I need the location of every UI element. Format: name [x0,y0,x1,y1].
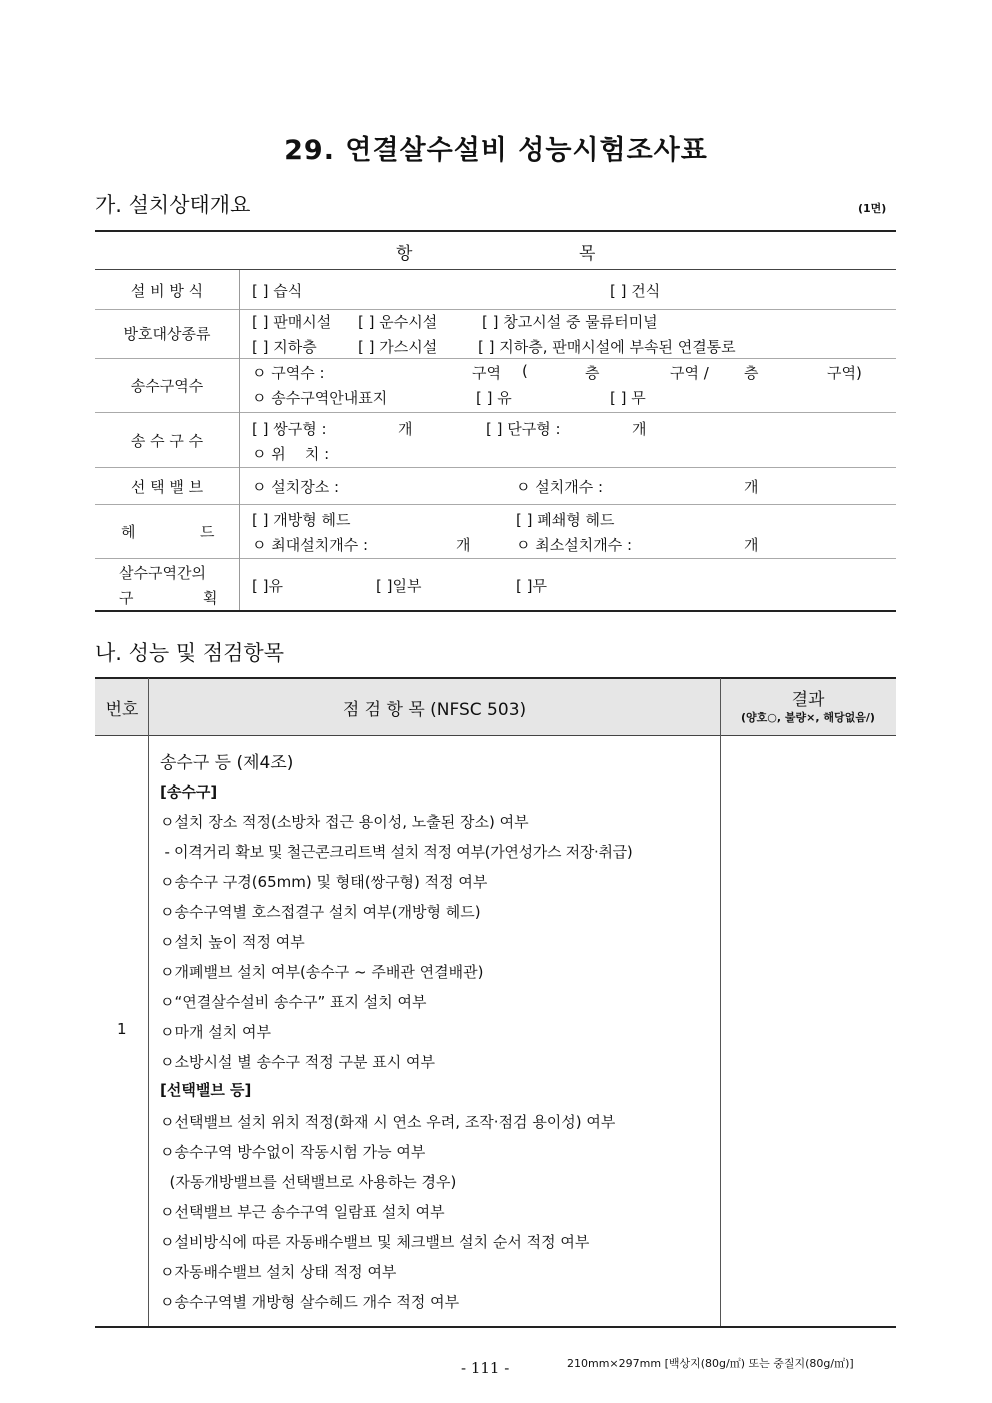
inspection-item: - 이격거리 확보 및 철근콘크리트벽 설치 적정 여부(가연성가스 저장·취급) [160,843,633,861]
inspection-item: ㅇ설비방식에 따른 자동배수밸브 및 체크밸브 설치 순서 적정 여부 [160,1233,590,1251]
inlet-location-field[interactable]: ㅇ 위 치 : [252,445,330,463]
division-partial-checkbox[interactable]: [ ]일부 [376,577,422,595]
valve-location-field[interactable]: ㅇ 설치장소 : [252,478,340,496]
floor-unit-2: 층 [744,364,759,382]
single-inlet-checkbox[interactable]: [ ] 단구형 : [486,420,561,438]
open-head-checkbox[interactable]: [ ] 개방형 헤드 [252,511,351,529]
inspection-item: ㅇ선택밸브 부근 송수구역 일람표 설치 여부 [160,1203,445,1221]
zone-division-label: 살수구역간의 [119,564,206,582]
zone-division-label-2b: 획 [203,589,218,607]
connection-passage-checkbox[interactable]: [ ] 지하층, 판매시설에 부속된 연결통로 [478,338,736,356]
inspection-item: ㅇ설치 장소 적정(소방차 접근 용이성, 노출된 장소) 여부 [160,813,529,831]
valve-count-field[interactable]: ㅇ 설치개수 : [516,478,604,496]
col-result-header: 결과 [791,690,825,710]
selector-valve-label: 선 택 밸 브 [130,478,204,496]
max-install-field[interactable]: ㅇ 최대설치개수 : [252,536,369,554]
inlet-count-label: 송 수 구 수 [130,432,204,450]
zone-guide-no-checkbox[interactable]: [ ] 무 [610,389,646,407]
dry-checkbox[interactable]: [ ] 건식 [610,282,661,300]
zone-division-label-2a: 구 [119,589,134,607]
inspection-item: ㅇ설치 높이 적정 여부 [160,933,305,951]
inspection-item: ㅇ송수구역 방수없이 작동시험 가능 여부 [160,1143,426,1161]
inspection-item: ㅇ마개 설치 여부 [160,1023,271,1041]
transport-facility-checkbox[interactable]: [ ] 운수시설 [358,313,438,331]
zone-guide-sign: ㅇ 송수구역안내표지 [252,389,388,407]
page-label: (1면) [858,202,887,215]
floor-unit: 층 [585,364,600,382]
paper-spec: 210mm×297mm [백상지(80g/㎡) 또는 중질지(80g/㎡)] [567,1357,854,1370]
division-no-checkbox[interactable]: [ ]무 [516,577,547,595]
col-result-note: (양호○, 불량×, 해당없음/) [741,711,875,724]
closed-head-checkbox[interactable]: [ ] 폐쇄형 헤드 [516,511,615,529]
item-heading: 송수구 등 (제4조) [160,753,294,773]
zone-count-field[interactable]: ㅇ 구역수 : [252,364,325,382]
head-label-a: 헤 [121,523,136,541]
col-items-header: 점 검 항 목 (NFSC 503) [342,700,527,720]
overview-header-item-2: 목 [579,244,596,264]
inspection-item: ㅇ송수구 구경(65mm) 및 형태(쌍구형) 적정 여부 [160,873,488,891]
valve-count-unit: 개 [744,478,759,496]
zone-count-label: 송수구역수 [130,377,204,395]
page-number: - 111 - [461,1359,510,1377]
zone-unit-2: 구역 / [670,364,709,382]
double-inlet-unit: 개 [398,420,413,438]
item-subheading-valve: [선택밸브 등] [160,1081,252,1099]
paren-open: ( [522,362,528,380]
zone-unit-3: 구역) [827,364,862,382]
document-title: 29. 연결살수설비 성능시험조사표 [284,135,708,166]
min-install-field[interactable]: ㅇ 최소설치개수 : [516,536,633,554]
sales-facility-checkbox[interactable]: [ ] 판매시설 [252,313,332,331]
inspection-item-note: (자동개방밸브를 선택밸브로 사용하는 경우) [160,1173,457,1191]
inspection-item: ㅇ선택밸브 설치 위치 적정(화재 시 연소 우려, 조작·점검 용이성) 여부 [160,1113,616,1131]
inspection-item: ㅇ개폐밸브 설치 여부(송수구 ~ 주배관 연결배관) [160,963,484,981]
warehouse-checkbox[interactable]: [ ] 창고시설 중 물류터미널 [482,313,658,331]
basement-checkbox[interactable]: [ ] 지하층 [252,338,317,356]
zone-guide-yes-checkbox[interactable]: [ ] 유 [476,389,512,407]
inspection-item: ㅇ소방시설 별 송수구 적정 구분 표시 여부 [160,1053,435,1071]
max-install-unit: 개 [456,536,471,554]
gas-facility-checkbox[interactable]: [ ] 가스시설 [358,338,438,356]
item-subheading-inlet: [송수구] [160,783,218,801]
min-install-unit: 개 [744,536,759,554]
single-inlet-unit: 개 [632,420,647,438]
zone-unit: 구역 [472,364,501,382]
inspection-item: ㅇ송수구역별 호스접결구 설치 여부(개방형 헤드) [160,903,481,921]
section-a-heading: 가. 설치상태개요 [95,193,251,217]
equipment-method-label: 설 비 방 식 [130,282,204,300]
overview-header-item: 항 [396,244,413,264]
section-b-heading: 나. 성능 및 점검항목 [95,641,284,665]
inspection-item: ㅇ자동배수밸브 설치 상태 적정 여부 [160,1263,397,1281]
col-number-header: 번호 [105,700,139,720]
inspection-item: ㅇ송수구역별 개방형 살수헤드 개수 적정 여부 [160,1293,460,1311]
inspection-item: ㅇ“연결살수설비 송수구” 표지 설치 여부 [160,993,427,1011]
head-label-b: 드 [200,523,215,541]
row-number: 1 [117,1020,127,1038]
protected-type-label: 방호대상종류 [123,325,211,343]
double-inlet-checkbox[interactable]: [ ] 쌍구형 : [252,420,327,438]
division-yes-checkbox[interactable]: [ ]유 [252,577,283,595]
wet-checkbox[interactable]: [ ] 습식 [252,282,303,300]
